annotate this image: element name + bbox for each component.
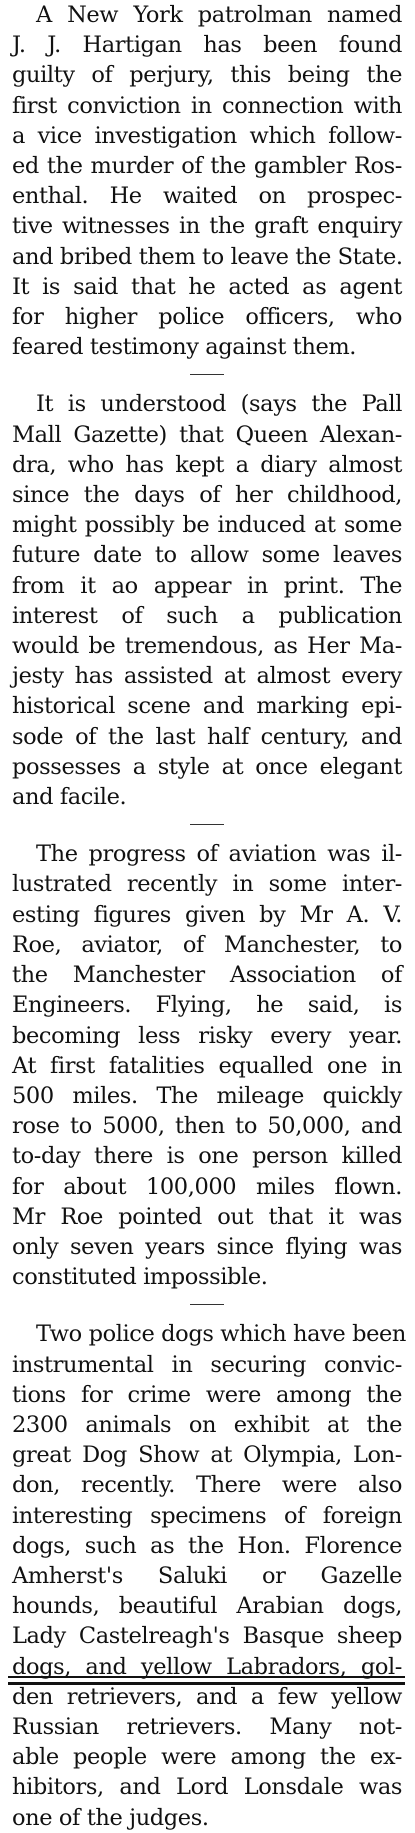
article-line: 500 miles. The mileage quickly [12, 1082, 402, 1109]
article-line: interest of such a publication [12, 602, 402, 629]
article-line: Mall Gazette) that Queen Alexan- [12, 421, 402, 448]
article-line: sode of the last half century, and [12, 723, 402, 750]
article-line: since the days of her childhood, [12, 482, 402, 509]
article-line: might possibly be induced at some [12, 512, 402, 539]
article-line: one of the judges. [12, 1804, 209, 1831]
article-line: The progress of aviation was il- [36, 841, 402, 868]
article-line: J. J. Hartigan has been found [12, 32, 402, 59]
article-line: enthal. He waited on prospec- [12, 183, 402, 210]
article-police-dogs [12, 1319, 407, 1832]
article-line: rose to 5000, then to 50,000, and [12, 1113, 402, 1140]
article-aviation-progress [12, 839, 402, 1292]
article-line: instrumental in securing convic- [12, 1351, 402, 1378]
article-separator-rule [190, 824, 224, 825]
article-line: great Dog Show at Olympia, Lon- [12, 1442, 402, 1469]
article-line: dogs, and yellow Labradors, gol- [12, 1653, 402, 1680]
article-line: A New York patrolman named [36, 2, 402, 28]
article-line: becoming less risky every year. [12, 1022, 402, 1049]
article-line: first conviction in connection with [12, 92, 402, 119]
article-line: don, recently. There were also [12, 1472, 402, 1499]
article-line: and facile. [12, 784, 127, 811]
column-end-rule [8, 1682, 405, 1685]
article-line: lustrated recently in some inter- [12, 871, 402, 898]
article-line: dogs, such as the Hon. Florence [12, 1532, 402, 1559]
article-line: den retrievers, and a few yellow [12, 1683, 402, 1710]
article-line: from it ao appear in print. The [12, 572, 402, 599]
article-line: guilty of perjury, this being the [12, 62, 402, 89]
article-line: would be tremendous, as Her Ma- [12, 633, 402, 660]
column-end-rule [8, 1676, 405, 1678]
article-line: able people were among the ex- [12, 1744, 402, 1771]
article-line: Roe, aviator, of Manchester, to [12, 931, 402, 958]
article-line: constituted impossible. [12, 1264, 268, 1291]
article-line: Lady Castelreagh's Basque sheep [12, 1623, 402, 1650]
article-line: It is said that he acted as agent [12, 273, 402, 300]
article-line: tions for crime were among the [12, 1381, 402, 1408]
article-line: Two police dogs which have been [36, 1321, 407, 1348]
article-separator-rule [190, 1304, 224, 1305]
article-line: possesses a style at once elegant [12, 753, 402, 780]
article-line: to-day there is one person killed [12, 1143, 402, 1170]
article-line: future date to allow some leaves [12, 542, 402, 569]
article-line: hibitors, and Lord Lonsdale was [12, 1774, 402, 1801]
article-line: Amherst's Saluki or Gazelle [12, 1562, 402, 1589]
article-line: Engineers. Flying, he said, is [12, 992, 402, 1019]
article-line: 2300 animals on exhibit at the [12, 1411, 402, 1438]
article-line: ed the murder of the gambler Ros- [12, 153, 402, 180]
article-queen-alexandra-diary [12, 389, 402, 812]
article-line: jesty has assisted at almost every [12, 663, 402, 690]
article-line: hounds, beautiful Arabian dogs, [12, 1593, 402, 1620]
article-line: the Manchester Association of [12, 962, 402, 989]
article-line: feared testimony against them. [12, 334, 357, 361]
article-line: Mr Roe pointed out that it was [12, 1203, 402, 1230]
article-line: esting figures given by Mr A. V. [12, 901, 402, 928]
article-line: At first fatalities equalled one in [12, 1052, 402, 1079]
article-line: only seven years since flying was [12, 1233, 402, 1260]
newspaper-column [12, 0, 407, 1833]
article-line: Russian retrievers. Many not- [12, 1713, 402, 1740]
article-line: interesting specimens of foreign [12, 1502, 402, 1529]
article-line: dra, who has kept a diary almost [12, 451, 402, 478]
article-line: It is understood (says the Pall [36, 391, 402, 418]
article-line: tive witnesses in the graft enquiry [12, 213, 402, 240]
article-line: and bribed them to leave the State. [12, 243, 403, 270]
article-line: a vice investigation which follow- [12, 122, 402, 149]
article-perjury-conviction [12, 0, 402, 362]
article-line: historical scene and marking epi- [12, 693, 402, 720]
article-line: for about 100,000 miles flown. [12, 1173, 402, 1200]
article-line: for higher police officers, who [12, 304, 402, 331]
article-separator-rule [190, 374, 224, 375]
